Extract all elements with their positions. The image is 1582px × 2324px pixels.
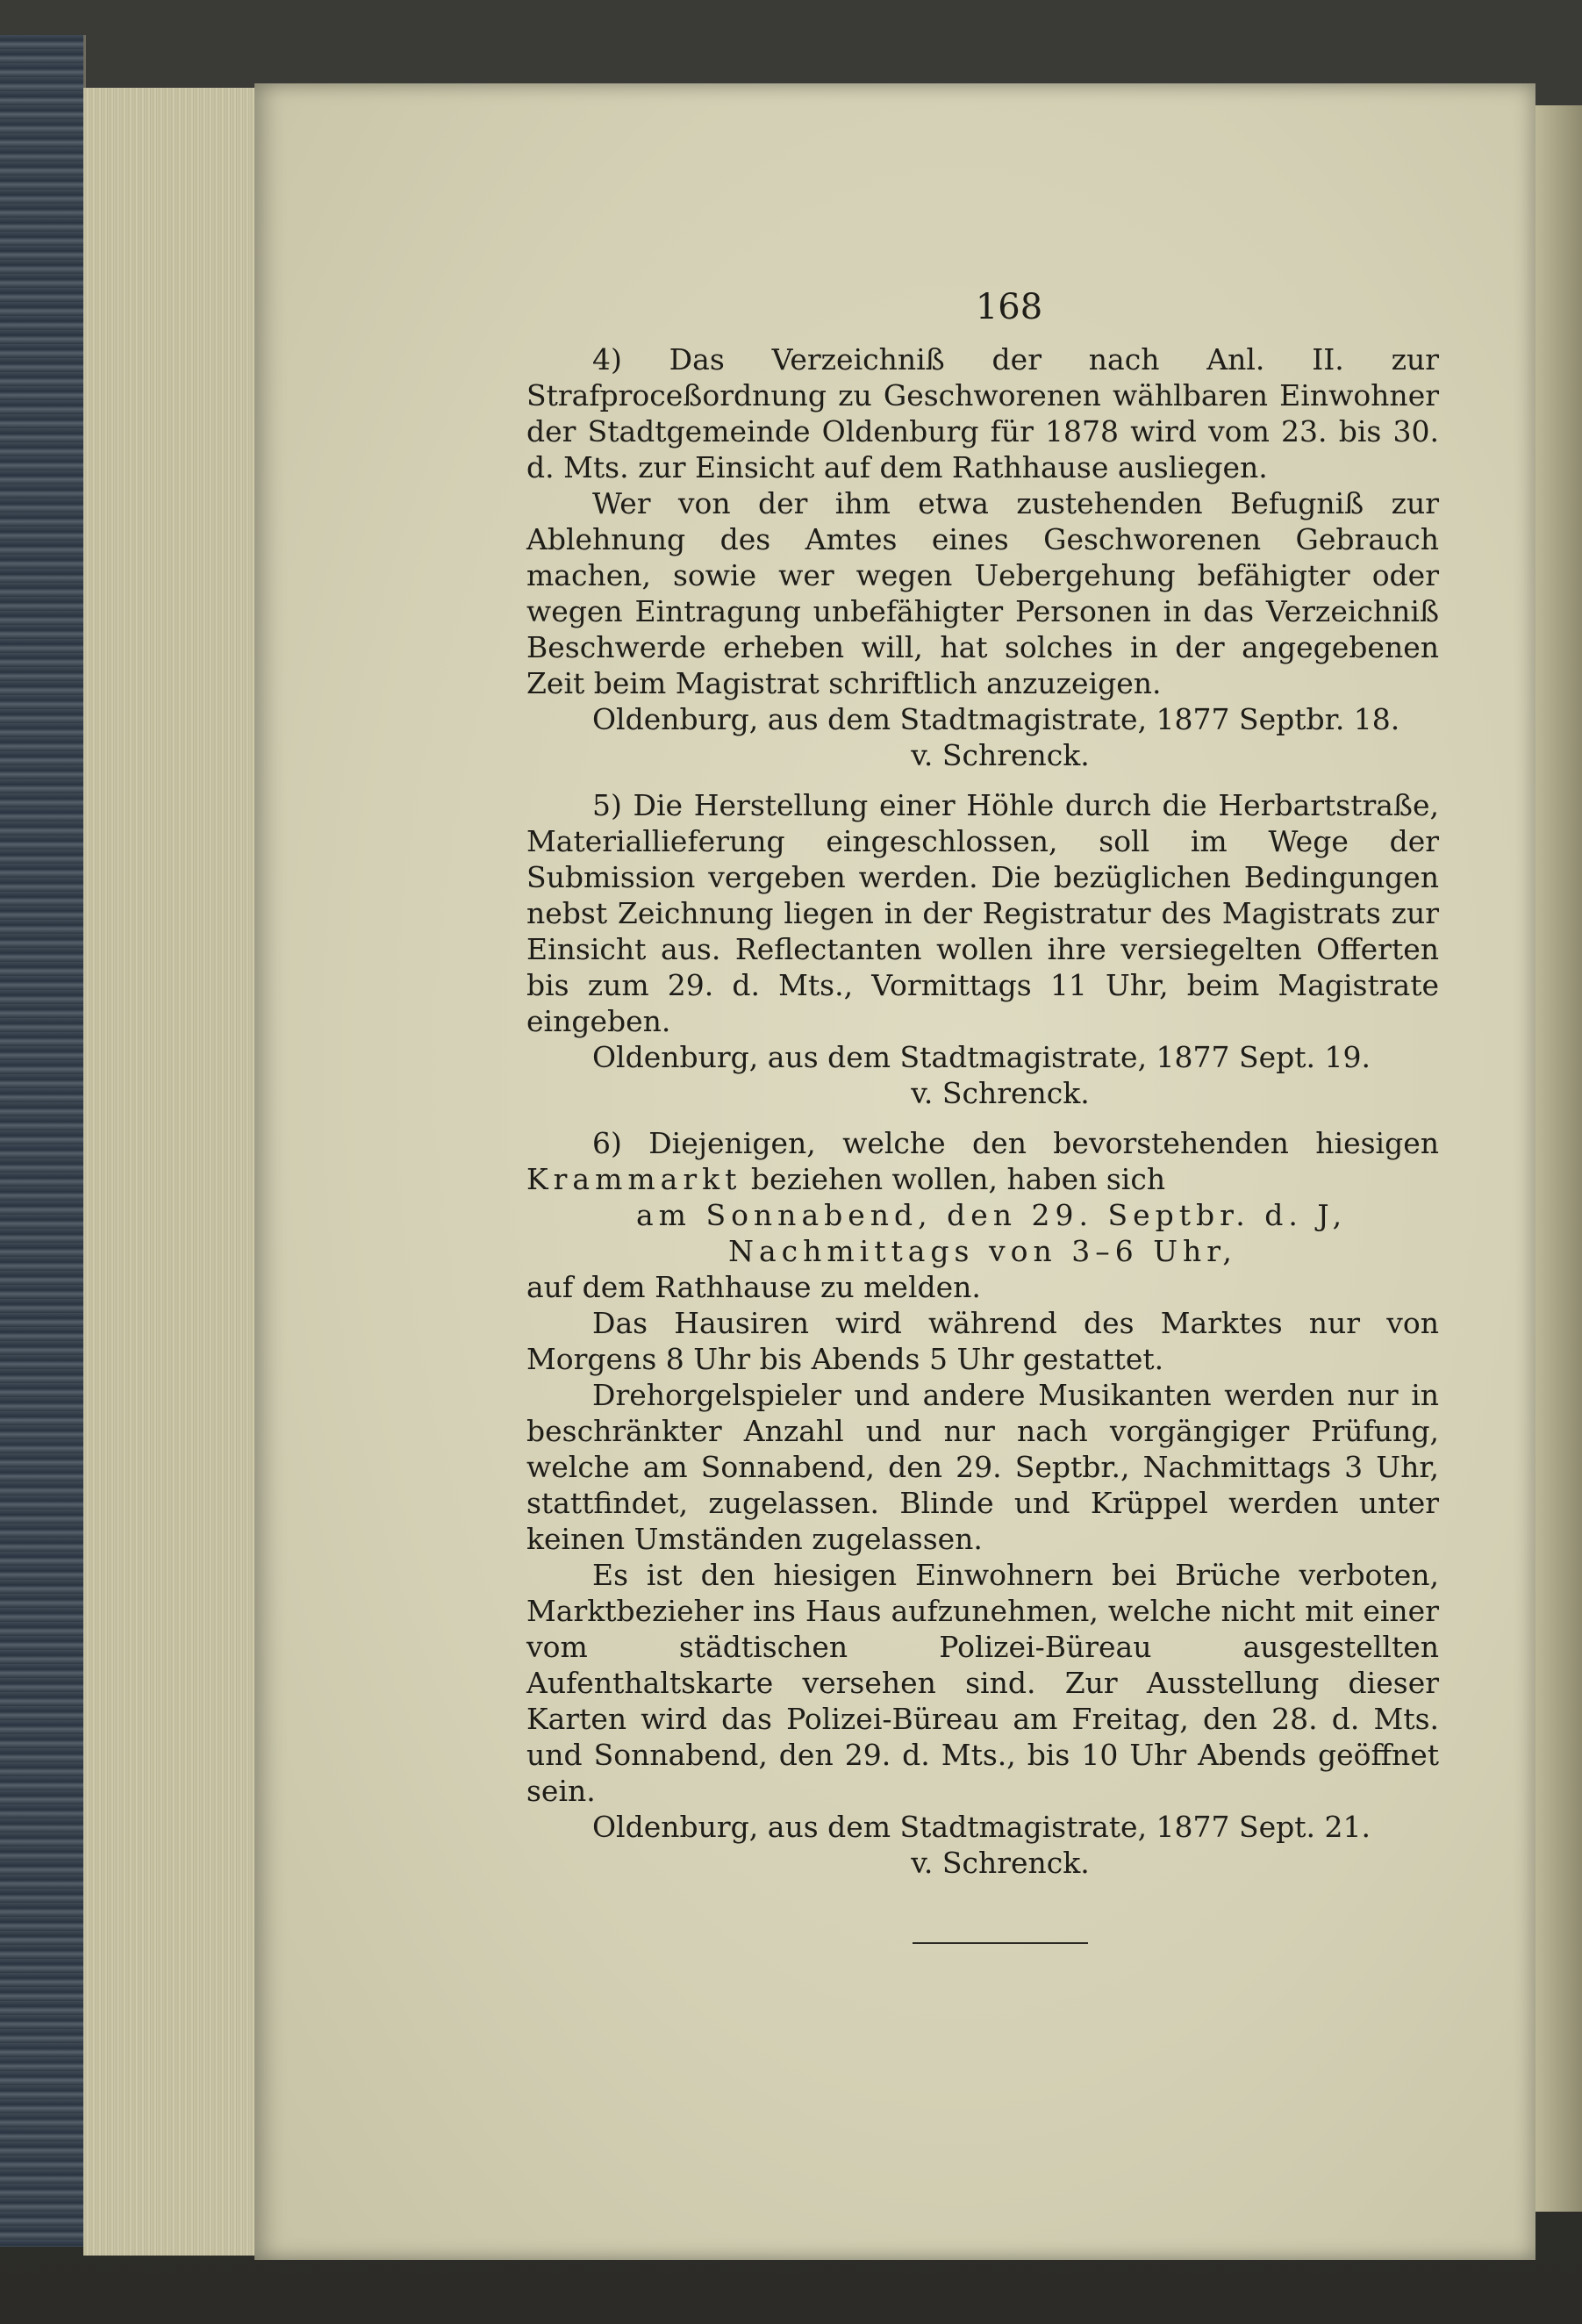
notice-6-paragraph-4: Es ist den hiesigen Einwohnern bei Brüche verboten, Marktbezieher ins Haus aufzunehmen, welche nicht mit einer vom städtischen Polizei-Büreau ausgestellten Aufenthaltskarte versehen sind. Zur Ausstellung dieser Karten wird das Polizei-Büreau am Freitag, den 28. d. Mts. und Sonnabend, den 29. d. Mts., bis 10 Uhr Abends geöffnet sein. [526,1558,1439,1808]
notice-5-paragraph-1: 5) Die Herstellung einer Höhle durch die Herbartstraße, Materiallieferung eingeschlossen, soll im Wege der Submission vergeben werden. Die bezüglichen Bedingungen nebst Zeichnung liegen in der Registratur des Magistrats zur Einsicht aus. Reflectanten wollen ihre versiegelten Offerten bis zum 29. d. Mts., Vormittags 11 Uhr, beim Magistrate eingeben. [526,788,1439,1038]
closing-rule [913,1942,1088,1944]
notice-5 [526,787,1439,1111]
notice-4-paragraph-2: Wer von der ihm etwa zustehenden Befugniß zur Ablehnung des Amtes eines Geschworenen Gebrauch machen, sowie wer wegen Uebergehung befähigter oder wegen Eintragung unbefähigter Personen in das Verzeichniß Beschwerde erheben will, hat solches in der angegebenen Zeit beim Magistrat schriftlich anzuzeigen. [526,486,1439,700]
notice-4-dateline: Oldenburg, aus dem Stadtmagistrate, 1877 Septbr. 18. [592,702,1400,736]
notice-6-paragraph-2: Das Hausiren wird während des Marktes nur von Morgens 8 Uhr bis Abends 5 Uhr gestattet. [526,1306,1439,1376]
notice-6-dateline: Oldenburg, aus dem Stadtmagistrate, 1877 Sept. 21. [592,1810,1371,1844]
page-number: 168 [975,287,1043,327]
notice-6-time-line: Nachmittags von 3–6 Uhr, [728,1234,1237,1268]
notice-6-intro-end: beziehen wollen, haben sich [750,1162,1166,1196]
notice-6 [526,1125,1439,1881]
notice-6-date-line: am Sonnabend, den 29. Septbr. d. J, [636,1198,1348,1232]
notice-6-paragraph-1 [526,1125,1439,1197]
notice-6-place-line: auf dem Rathhause zu melden. [526,1270,981,1304]
notice-5-signature: v. Schrenck. [911,1076,1090,1110]
facing-page-edge [1535,105,1582,2212]
notice-4-paragraph-1: 4) Das Verzeichniß der nach Anl. II. zur Strafproceßordnung zu Geschworenen wählbaren Einwohner der Stadtgemeinde Oldenburg für 1878 wird vom 23. bis 30. d. Mts. zur Einsicht auf dem Rathhause ausliegen. [526,342,1439,484]
notice-6-signature: v. Schrenck. [911,1846,1090,1880]
notice-5-dateline: Oldenburg, aus dem Stadtmagistrate, 1877 Sept. 19. [592,1040,1371,1074]
book-spine [0,35,86,2247]
notice-6-intro: 6) Diejenigen, welche den bevorstehenden hiesigen [592,1126,1439,1160]
page-text [526,287,1439,1944]
notice-4-signature: v. Schrenck. [911,738,1090,772]
notice-6-paragraph-3: Drehorgelspieler und andere Musikanten werden nur in beschränkter Anzahl und nur nach vorgängiger Prüfung, welche am Sonnabend, den 29. Septbr., Nachmittags 3 Uhr, stattfindet, zugelassen. Blinde und Krüppel werden unter keinen Umständen zugelassen. [526,1378,1439,1556]
notice-4 [526,341,1439,773]
page-edges [83,88,272,2256]
krammarkt-term: Krammarkt [526,1162,742,1196]
